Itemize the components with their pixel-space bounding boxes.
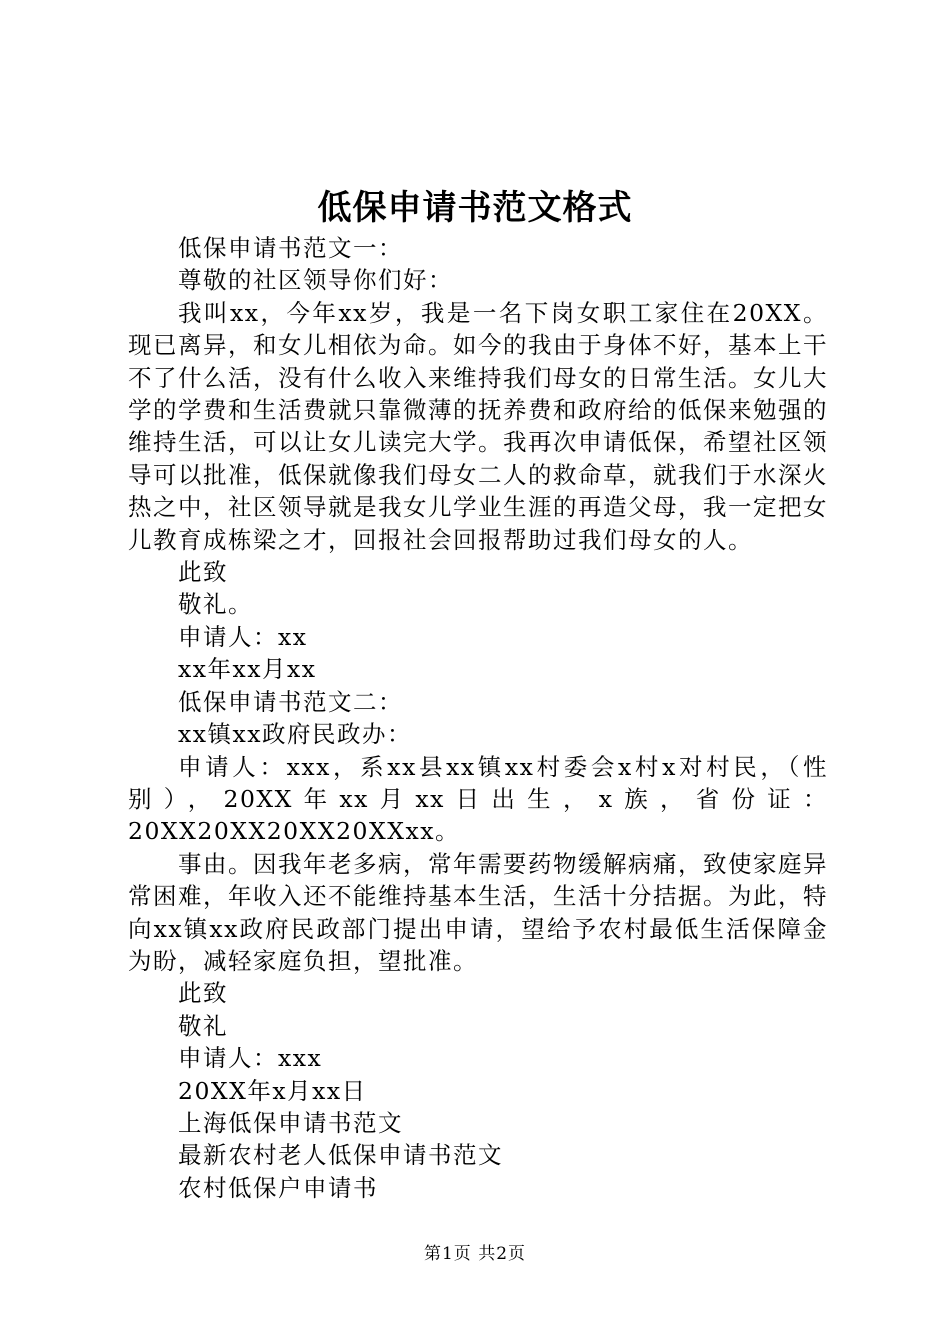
- paragraph-heading-2: 低保申请书范文二：: [178, 687, 403, 716]
- related-link-2: 最新农村老人低保申请书范文: [178, 1141, 503, 1170]
- paragraph-closing-2b: 敬礼: [178, 1011, 228, 1040]
- paragraph-body-2: 事由。因我年老多病，常年需要药物缓解病痛，致使家庭异常困难，年收入还不能维持基本生活，生活十分拮据。为此，特向xx镇xx政府民政部门提出申请，望给予农村最低生活保障金为盼，减轻家庭负担，望批准。: [128, 849, 828, 975]
- paragraph-applicant-2: 申请人：xxx: [178, 1044, 323, 1073]
- related-link-3: 农村低保户申请书: [178, 1173, 378, 1202]
- related-link-1: 上海低保申请书范文: [178, 1108, 403, 1137]
- paragraph-applicant-1: 申请人：xx: [178, 622, 308, 651]
- document-body: [128, 232, 828, 1204]
- paragraph-heading-1: 低保申请书范文一：: [178, 234, 403, 262]
- document-title: 低保申请书范文格式: [317, 188, 633, 228]
- paragraph-closing-2a: 此致: [178, 979, 228, 1008]
- paragraph-date-1: xx年xx月xx: [178, 655, 317, 684]
- paragraph-applicant-info-2: 申请人：xxx，系xx县xx镇xx村委会x村x对村民，（性别），20XX年xx月xx日出生，x族，省份证：: [128, 752, 828, 813]
- paragraph-id-number-2: 20XX20XX20XX20XXxx。: [128, 817, 460, 846]
- paragraph-salutation-1: 尊敬的社区领导你们好：: [178, 266, 453, 295]
- paragraph-closing-1a: 此致: [178, 558, 228, 587]
- paragraph-salutation-2: xx镇xx政府民政办：: [178, 720, 413, 749]
- paragraph-body-1: 我叫xx，今年xx岁，我是一名下岗女职工家住在20XX。现已离异，和女儿相依为命。如今的我由于身体不好，基本上干不了什么活，没有什么收入来维持我们母女的日常生活。女儿大学的学费和生活费就只靠微薄的抚养费和政府给的低保来勉强的维持生活，可以让女儿读完大学。我再次申请低保，希望社区领导可以批准，低保就像我们母女二人的救命草，就我们于水深火热之中，社区领导就是我女儿学业生涯的再造父母，我一定把女儿教育成栋梁之才，回报社会回报帮助过我们母女的人。: [128, 298, 828, 554]
- paragraph-closing-1b: 敬礼。: [178, 590, 253, 619]
- page-footer: 第1页 共2页: [423, 1244, 527, 1264]
- paragraph-date-2: 20XX年x月xx日: [178, 1076, 367, 1105]
